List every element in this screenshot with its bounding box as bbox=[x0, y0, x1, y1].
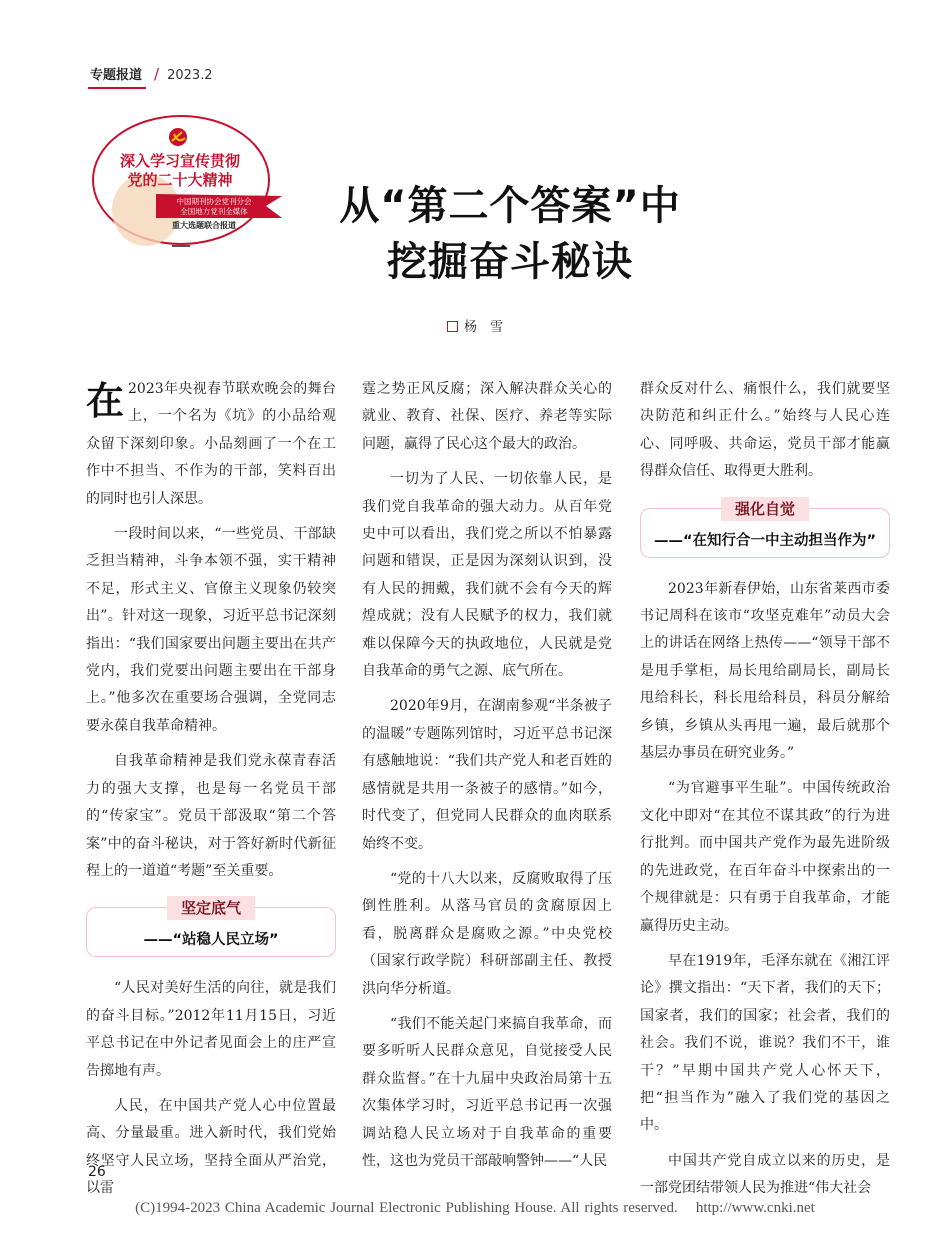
badge-org3: 重大选题联合报道 bbox=[172, 221, 236, 230]
subheading-box bbox=[86, 899, 336, 957]
paragraph: “人民对美好生活的向往，就是我们的奋斗目标。”2012年11月15日，习近平总书记在中外记者见面会上的庄严宣告掷地有声。 bbox=[86, 980, 336, 1079]
paragraph: 一段时间以来，“一些党员、干部缺乏担当精神，斗争本领不强，实干精神不足，形式主义、官僚主义现象仍较突出”。针对这一现象，习近平总书记深刻指出：“我们国家要出问题主要出在共产党内，我们党要出问题主要出在干部身上。”他多次在重要场合强调，全党同志要永葆自我革命精神。 bbox=[86, 526, 336, 734]
subheading-title: ——“在知行合一中主动担当作为” bbox=[653, 532, 877, 549]
badge-org1: 中国期刊协会党刊分会 bbox=[176, 197, 252, 206]
column-2 bbox=[362, 376, 612, 1183]
subheading-box bbox=[640, 499, 890, 558]
paragraph: 自我革命精神是我们党永葆青春活力的强大支撑，也是每一名党员干部的“传家宝”。党员干部汲取“第二个答案”中的奋斗秘诀，对于答好新时代新征程上的一道道“考题”至关重要。 bbox=[86, 753, 336, 879]
paragraph: 2023年新春伊始，山东省莱西市委书记周科在该市“攻坚克难年”动员大会上的讲话在网络上热传——“领导干部不是甩手掌柜，局长甩给副局长，副局长甩给科长，科长甩给科员，科员分解给乡镇，乡镇从头再甩一遍，最后就那个基层办事员在研究业务。” bbox=[640, 580, 890, 762]
author-name: 杨 雪 bbox=[463, 320, 503, 335]
badge-line2: 党的二十大精神 bbox=[127, 171, 233, 189]
paragraph: 中国共产党自成立以来的历史，是一部党团结带领人民为推进“伟大社会 bbox=[640, 1152, 890, 1197]
special-report-badge bbox=[86, 110, 296, 255]
byline-square-icon bbox=[447, 321, 458, 332]
paragraph: “为官避事平生耻”。中国传统政治文化中即对“在其位不谋其政”的行为进行批判。而中国共产党作为最先进阶级的先进政党，在百年奋斗中探索出的一个规律就是：只有勇于自我革命，才能赢得历史主动。 bbox=[640, 780, 890, 934]
subheading-title: ——“站稳人民立场” bbox=[143, 932, 279, 949]
paragraph: 早在1919年，毛泽东就在《湘江评论》撰文指出：“天下者，我们的天下；国家者，我们的国家；社会者，我们的社会。我们不说，谁说？我们不干，谁干？”早期中国共产党人心怀天下，把“担当作为”融入了我们党的基因之中。 bbox=[640, 952, 890, 1134]
paragraph: 在 2023年央视春节联欢晚会的舞台上，一个名为《坑》的小品给观众留下深刻印象。小品刻画了一个在工作中不担当、不作为的干部，笑料百出的同时也引人深思。 bbox=[86, 379, 336, 507]
section-label: 专题报道 bbox=[90, 68, 142, 86]
badge-line1: 深入学习宣传贯彻 bbox=[119, 152, 241, 170]
paragraph: 2020年9月，在湖南参观“半条被子的温暖”专题陈列馆时，习近平总书记深有感触地说：“我们共产党人和老百姓的感情就是共用一条被子的感情。”如今，时代变了，但党同人民群众的血肉联系始终不变。 bbox=[362, 698, 612, 852]
badge-org2: 全国地方党刊全媒体 bbox=[180, 207, 248, 216]
article-title bbox=[300, 178, 720, 290]
column-3 bbox=[640, 376, 890, 1211]
issue-date: 2023.2 bbox=[167, 68, 213, 83]
paragraph: “党的十八大以来，反腐败取得了压倒性胜利。从落马官员的贪腐原因上看，脱离群众是腐败之源。”中央党校（国家行政学院）科研部副主任、教授洪向华分析道。 bbox=[362, 870, 612, 997]
party-emblem-icon bbox=[169, 128, 187, 146]
running-header bbox=[90, 64, 213, 83]
subheading-tag: 强化自觉 bbox=[721, 497, 809, 521]
paragraph: 群众反对什么、痛恨什么，我们就要坚决防范和纠正什么。”始终与人民心连心、同呼吸、共命运，党员干部才能赢得群众信任、取得更大胜利。 bbox=[640, 381, 890, 480]
paragraph: 霆之势正风反腐；深入解决群众关心的就业、教育、社保、医疗、养老等实际问题，赢得了民心这个最大的政治。 bbox=[362, 381, 612, 452]
title-line2: 挖掘奋斗秘诀 bbox=[387, 239, 633, 285]
title-line1: 从“第二个答案”中 bbox=[339, 183, 681, 229]
drop-cap: 在 bbox=[86, 379, 125, 423]
paragraph: 一切为了人民、一切依靠人民，是我们党自我革命的强大动力。从百年党史中可以看出，我们党之所以不怕暴露问题和错误，正是因为深刻认识到，没有人民的拥戴，我们就不会有今天的辉煌成就；没有人民赋予的权力，我们就难以保障今天的执政地位，人民就是党自我革命的勇气之源、底气所在。 bbox=[362, 471, 612, 680]
author-byline bbox=[0, 316, 950, 335]
paragraph: “我们不能关起门来搞自我革命，而要多听听人民群众意见，自觉接受人民群众监督。”在十九届中央政治局第十五次集体学习时，习近平总书记再一次强调站稳人民立场对于自我革命的重要性，这也为党员干部敲响警钟——“人民 bbox=[362, 1015, 612, 1169]
header-slash: / bbox=[154, 65, 160, 83]
footer-url[interactable]: http://www.cnki.net bbox=[695, 1200, 815, 1216]
copyright-text: (C)1994-2023 China Academic Journal Electronic Publishing House. All rights reserved. bbox=[135, 1200, 678, 1216]
page-number: 26 bbox=[88, 1164, 106, 1180]
subheading-tag: 坚定底气 bbox=[167, 896, 255, 920]
column-1 bbox=[86, 376, 336, 1211]
copyright-footer bbox=[0, 1200, 950, 1217]
paragraph: 人民，在中国共产党人心中位置最高、分量最重。进入新时代，我们党始终坚守人民立场，坚持全面从严治党，以雷 bbox=[86, 1097, 336, 1197]
